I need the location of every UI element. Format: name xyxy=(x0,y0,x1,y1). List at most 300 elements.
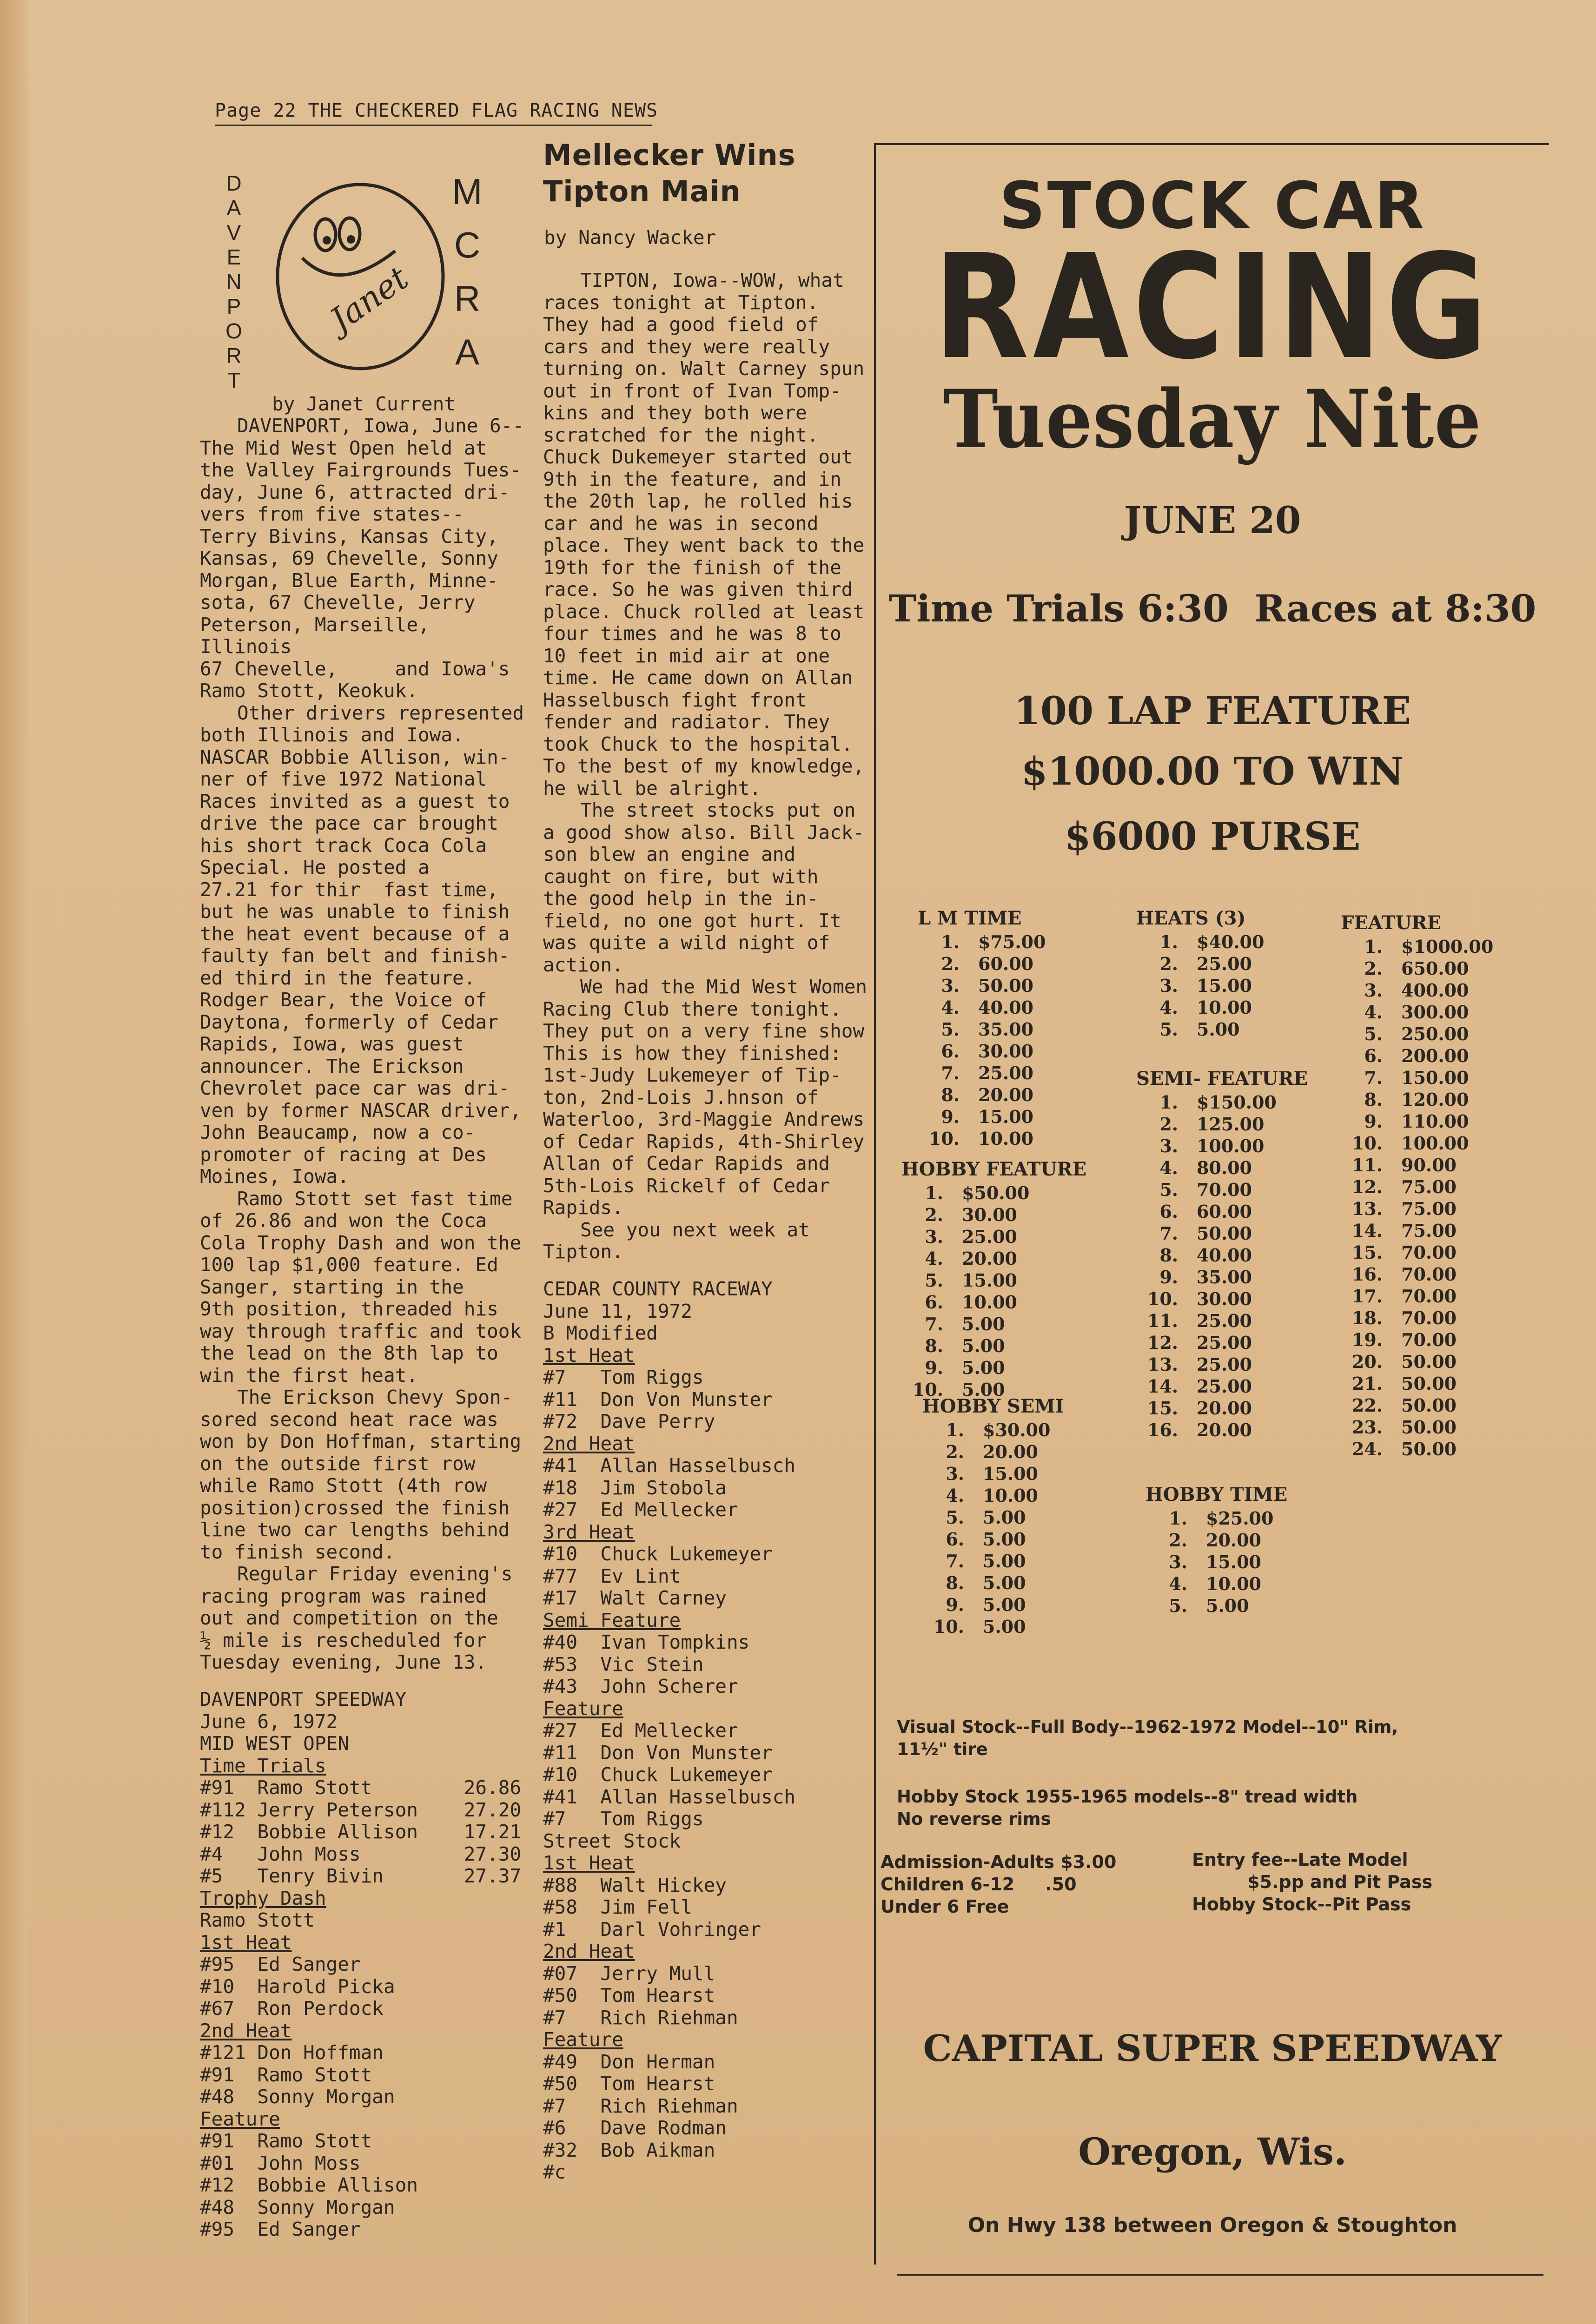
hobby-time-table xyxy=(1146,1484,1299,1617)
payout-place: 3. xyxy=(1364,980,1383,1001)
payout-row xyxy=(922,1419,1076,1441)
payout-amount: 125.00 xyxy=(1197,1114,1265,1135)
payout-amount: 300.00 xyxy=(1401,1002,1469,1023)
davenport-vertical-label xyxy=(222,171,245,393)
payout-row xyxy=(1146,1595,1299,1617)
payout-amount: $50.00 xyxy=(962,1182,1030,1203)
ad-line-racing: RACING xyxy=(933,224,1492,391)
vertical-letter: V xyxy=(226,220,241,244)
results-section-heading: Time Trials xyxy=(200,1754,326,1777)
payout-table-title: HOBBY TIME xyxy=(1146,1484,1288,1505)
payout-place: 14. xyxy=(1351,1220,1383,1241)
payout-table-title: SEMI- FEATURE xyxy=(1136,1068,1308,1089)
payout-amount: 15.00 xyxy=(1206,1552,1261,1572)
results-line: #41 Allan Hasselbusch xyxy=(543,1785,796,1808)
article-paragraph: The Erickson Chevy Spon- sored second heat race was won by Don Hoffman, starting on the outside first row while Ramo Stott (4th row position)crossed the finish line two car lengths behind to finish second. xyxy=(200,1386,522,1563)
payout-amount: 75.00 xyxy=(1401,1176,1457,1197)
payout-row xyxy=(1341,1285,1494,1307)
payout-amount: 10.00 xyxy=(1197,997,1252,1018)
payout-row xyxy=(1341,1154,1494,1176)
payout-place: 5. xyxy=(946,1507,964,1528)
payout-amount: 70.00 xyxy=(1401,1307,1457,1328)
payout-place: 1. xyxy=(925,1182,943,1203)
payout-amount: 5.00 xyxy=(983,1594,1026,1615)
payout-amount: 200.00 xyxy=(1401,1045,1469,1066)
results-section-heading: 3rd Heat xyxy=(543,1520,635,1543)
payout-place: 11. xyxy=(1147,1310,1178,1331)
payout-row xyxy=(1136,1201,1308,1222)
payout-amount: 15.00 xyxy=(983,1463,1038,1484)
payout-amount: 20.00 xyxy=(978,1084,1033,1105)
results-section-heading: Trophy Dash xyxy=(200,1887,326,1909)
results-line: #95 Ed Sanger xyxy=(200,1953,361,1975)
header-rule xyxy=(215,125,652,126)
payout-amount: 5.00 xyxy=(983,1616,1026,1637)
results-section-heading: 1st Heat xyxy=(543,1344,635,1367)
payout-row xyxy=(1341,1416,1494,1438)
payout-row xyxy=(1136,1310,1308,1332)
hobby-semi-table xyxy=(922,1395,1076,1637)
results-line: B Modified xyxy=(543,1322,658,1344)
payout-place: 2. xyxy=(1159,953,1178,974)
payout-place: 23. xyxy=(1351,1417,1383,1438)
results-line: #91 Ramo Stott 26.86 xyxy=(200,1776,522,1799)
payout-row xyxy=(901,1313,1086,1335)
results-line: Ramo Stott xyxy=(200,1909,315,1931)
payout-place: 2. xyxy=(1159,1114,1178,1135)
payout-table-title: FEATURE xyxy=(1341,912,1442,934)
payout-row xyxy=(1136,975,1290,997)
results-line: #1 Darl Vohringer xyxy=(543,1918,761,1941)
payout-place: 15. xyxy=(1351,1242,1383,1263)
results-line: June 11, 1972 xyxy=(543,1300,692,1322)
payout-row xyxy=(1136,1157,1308,1179)
payout-amount: 30.00 xyxy=(978,1041,1033,1062)
payout-place: 3. xyxy=(941,975,960,996)
payout-row xyxy=(922,1572,1076,1594)
payout-place: 8. xyxy=(925,1335,943,1356)
payout-place: 9. xyxy=(941,1106,960,1127)
payout-row xyxy=(1341,1045,1494,1067)
results-line: #53 Vic Stein xyxy=(543,1653,704,1676)
payout-place: 12. xyxy=(1147,1332,1178,1353)
heats-table xyxy=(1136,907,1290,1040)
payout-amount: 10.00 xyxy=(983,1485,1038,1506)
results-line: #49 Don Herman xyxy=(543,2050,715,2073)
payout-place: 4. xyxy=(941,997,960,1018)
payout-row xyxy=(1136,1397,1308,1419)
payout-place: 18. xyxy=(1351,1307,1383,1328)
payout-amount: 25.00 xyxy=(978,1063,1033,1083)
payout-amount: 60.00 xyxy=(978,953,1033,974)
vertical-letter: M xyxy=(452,171,483,212)
payout-row xyxy=(1341,957,1494,979)
results-line: #11 Don Von Munster xyxy=(543,1741,773,1764)
payout-amount: 40.00 xyxy=(978,997,1033,1018)
payout-row xyxy=(1341,1241,1494,1263)
payout-row xyxy=(901,1204,1086,1226)
results-line: #72 Dave Perry xyxy=(543,1410,715,1433)
payout-row xyxy=(1341,1329,1494,1351)
payout-amount: 5.00 xyxy=(962,1357,1005,1378)
payout-place: 1. xyxy=(1159,1092,1178,1113)
payout-place: 8. xyxy=(1364,1089,1383,1110)
payout-row xyxy=(901,1248,1086,1269)
results-section-heading: 1st Heat xyxy=(543,1852,635,1874)
payout-place: 10. xyxy=(933,1616,964,1637)
tipton-headline: Mellecker Wins Tipton Main xyxy=(543,138,796,208)
payout-place: 7. xyxy=(1364,1067,1383,1088)
results-line: #67 Ron Perdock xyxy=(200,1997,384,2020)
payout-amount: 50.00 xyxy=(1401,1439,1457,1459)
results-line: #41 Allan Hasselbusch xyxy=(543,1454,796,1477)
payout-amount: 50.00 xyxy=(1401,1417,1457,1438)
payout-row xyxy=(1136,1288,1308,1310)
results-line: #10 Chuck Lukemeyer xyxy=(543,1763,773,1786)
payout-row xyxy=(918,1040,1071,1062)
payout-row xyxy=(1146,1529,1299,1551)
payout-place: 3. xyxy=(1159,975,1178,996)
ad-feature-purse: $6000 PURSE xyxy=(1064,814,1361,859)
payout-amount: 30.00 xyxy=(1197,1288,1252,1309)
payout-row xyxy=(922,1616,1076,1637)
payout-place: 14. xyxy=(1147,1376,1178,1397)
lm-time-table xyxy=(918,907,1071,1149)
results-section-heading: 1st Heat xyxy=(200,1931,292,1954)
payout-amount: 15.00 xyxy=(962,1270,1017,1291)
payout-place: 10. xyxy=(912,1379,943,1400)
article-paragraph: Other drivers represented both Illinois and Iowa. NASCAR Bobbie Allison, win- ner of five 1972 National Races invited as a guest to drive the pace car brought his short track Coca Cola Special. He posted a 27.21 for thir fast time, but he was unable to finish the heat event because of a faulty fan belt and finish- ed third in the feature. Rodger Bear, the Voice of Daytona, formerly of Cedar Rapids, Iowa, was guest announcer. The Erickson Chevrolet pace car was dri- ven by former NASCAR driver, John Beaucamp, now a co- promoter of racing at Des Moines, Iowa. xyxy=(200,701,524,1188)
payout-amount: 5.00 xyxy=(962,1379,1005,1400)
results-line: #58 Jim Fell xyxy=(543,1896,692,1918)
payout-row xyxy=(1136,1018,1290,1040)
payout-amount: 75.00 xyxy=(1401,1220,1457,1241)
payout-amount: 70.00 xyxy=(1401,1242,1457,1263)
payout-row xyxy=(1341,1110,1494,1132)
payout-place: 7. xyxy=(941,1063,960,1083)
payout-place: 9. xyxy=(1159,1267,1178,1287)
results-line: Street Stock xyxy=(543,1829,681,1852)
payout-place: 2. xyxy=(941,953,960,974)
payout-row xyxy=(1341,1023,1494,1045)
payout-amount: 15.00 xyxy=(1197,975,1252,996)
payout-row xyxy=(1341,1220,1494,1241)
results-section-heading: Feature xyxy=(200,2107,280,2130)
results-line: #91 Ramo Stott xyxy=(200,2063,372,2086)
results-line: #01 John Moss xyxy=(200,2152,361,2174)
payout-place: 4. xyxy=(1364,1002,1383,1023)
payout-place: 1. xyxy=(941,931,960,952)
payout-place: 11. xyxy=(1351,1155,1383,1175)
payout-amount: $30.00 xyxy=(983,1419,1051,1440)
payout-row xyxy=(1136,1375,1308,1397)
payout-amount: 20.00 xyxy=(1197,1398,1252,1419)
payout-place: 6. xyxy=(1159,1201,1178,1222)
payout-row xyxy=(1341,1089,1494,1110)
payout-place: 1. xyxy=(1364,936,1383,957)
results-line: CEDAR COUNTY RACEWAY xyxy=(543,1278,773,1300)
results-line: #27 Ed Mellecker xyxy=(543,1719,738,1742)
ad-admission: Admission-Adults $3.00 Children 6-12 .50 Under 6 Free xyxy=(881,1852,1117,1917)
results-line: #48 Sonny Morgan xyxy=(200,2086,395,2108)
results-line: #10 Harold Picka xyxy=(200,1975,395,1998)
payout-place: 12. xyxy=(1351,1176,1383,1197)
payout-amount: 35.00 xyxy=(1197,1267,1252,1287)
ad-bottom-rule xyxy=(897,2274,1543,2276)
payout-row xyxy=(1341,1067,1494,1089)
payout-place: 10. xyxy=(1351,1133,1383,1154)
payout-row xyxy=(918,953,1071,975)
payout-amount: 20.00 xyxy=(1206,1530,1261,1551)
payout-row xyxy=(1341,1176,1494,1198)
page-header: Page 22 THE CHECKERED FLAG RACING NEWS xyxy=(215,100,658,121)
payout-amount: 50.00 xyxy=(1401,1395,1457,1416)
ad-date: JUNE 20 xyxy=(1124,498,1301,542)
payout-amount: 5.00 xyxy=(983,1572,1026,1593)
payout-amount: 25.00 xyxy=(1197,1332,1252,1353)
results-section-heading: Feature xyxy=(543,2028,623,2051)
payout-place: 9. xyxy=(925,1357,943,1378)
payout-amount: 20.00 xyxy=(983,1441,1038,1462)
payout-place: 5. xyxy=(1364,1023,1383,1044)
payout-row xyxy=(922,1528,1076,1550)
payout-row xyxy=(901,1335,1086,1357)
vertical-letter: P xyxy=(226,294,241,318)
payout-row xyxy=(922,1506,1076,1528)
results-section-heading: 2nd Heat xyxy=(200,2019,292,2042)
payout-amount: 650.00 xyxy=(1401,958,1469,979)
results-line: #12 Bobbie Allison xyxy=(200,2174,418,2196)
payout-amount: 20.00 xyxy=(1197,1419,1252,1440)
page-fold-shadow xyxy=(0,0,28,2324)
logo-signature: Janet xyxy=(323,258,416,339)
ad-directions: On Hwy 138 between Oregon & Stoughton xyxy=(967,2213,1457,2237)
results-section-heading: 2nd Heat xyxy=(543,1940,635,1962)
vertical-letter: A xyxy=(226,196,241,220)
payout-place: 4. xyxy=(1159,997,1178,1018)
results-line: #32 Bob Aikman xyxy=(543,2139,715,2161)
payout-place: 5. xyxy=(1169,1595,1187,1616)
payout-amount: 10.00 xyxy=(1206,1573,1261,1594)
results-line: #43 John Scherer xyxy=(543,1675,738,1697)
payout-place: 4. xyxy=(946,1485,964,1506)
results-line: #5 Tenry Bivin 27.37 xyxy=(200,1865,522,1887)
payout-amount: 25.00 xyxy=(1197,1376,1252,1397)
payout-row xyxy=(918,1106,1071,1128)
results-line: MID WEST OPEN xyxy=(200,1732,349,1755)
ad-feature-win: $1000.00 TO WIN xyxy=(1021,749,1404,794)
payout-table-title: HEATS (3) xyxy=(1136,907,1246,929)
vertical-letter: T xyxy=(227,368,241,392)
payout-row xyxy=(1136,1244,1308,1266)
payout-row xyxy=(1136,1135,1308,1157)
payout-row xyxy=(901,1226,1086,1248)
results-line: #c xyxy=(543,2161,566,2183)
davenport-byline: by Janet Current xyxy=(272,393,456,415)
payout-place: 2. xyxy=(1169,1530,1187,1551)
payout-place: 8. xyxy=(1159,1245,1178,1266)
results-line: #95 Ed Sanger xyxy=(200,2218,361,2240)
feature-table xyxy=(1341,912,1494,1460)
payout-place: 7. xyxy=(1159,1223,1178,1244)
results-line: #07 Jerry Mull xyxy=(543,1962,715,1985)
payout-row xyxy=(1341,1351,1494,1373)
payout-amount: 90.00 xyxy=(1401,1155,1457,1175)
results-line: #48 Sonny Morgan xyxy=(200,2196,395,2218)
payout-amount: 15.00 xyxy=(978,1106,1033,1127)
results-line: #27 Ed Mellecker xyxy=(543,1499,738,1521)
payout-amount: 80.00 xyxy=(1197,1157,1252,1178)
payout-place: 7. xyxy=(946,1551,964,1571)
payout-place: 6. xyxy=(946,1529,964,1550)
payout-amount: $1000.00 xyxy=(1401,936,1494,957)
payout-row xyxy=(1136,1353,1308,1375)
payout-row xyxy=(1341,1307,1494,1329)
payout-row xyxy=(922,1441,1076,1463)
results-line: #10 Chuck Lukemeyer xyxy=(543,1543,773,1565)
results-line: #77 Ev Lint xyxy=(543,1565,681,1587)
payout-amount: 5.00 xyxy=(983,1529,1026,1550)
results-line: #112 Jerry Peterson 27.20 xyxy=(200,1798,522,1821)
results-section-heading: Feature xyxy=(543,1697,623,1720)
payout-place: 10. xyxy=(928,1128,960,1149)
payout-row xyxy=(1341,1394,1494,1416)
vertical-letter: N xyxy=(226,270,242,294)
payout-row xyxy=(1341,1373,1494,1394)
ad-times: Time Trials 6:30 Races at 8:30 xyxy=(888,587,1536,630)
stock-car-ad xyxy=(874,143,1549,2265)
vertical-letter: E xyxy=(226,245,241,269)
payout-row xyxy=(1136,1332,1308,1353)
payout-row xyxy=(922,1463,1076,1485)
article-paragraph: DAVENPORT, Iowa, June 6-- The Mid West Open held at the Valley Fairgrounds Tues- day, June 6, attracted dri- vers from five states-- Terry Bivins, Kansas City, Kansas, 69 Chevelle, Sonny Morgan, Blue Earth, Minne- sota, 67 Chevelle, Jerry Peterson, Marseille, Illinois 67 Chevelle, and Iowa's Ramo Stott, Keokuk. xyxy=(200,415,524,702)
results-line: #18 Jim Stobola xyxy=(543,1476,727,1499)
davenport-results xyxy=(200,1689,530,2241)
payout-row xyxy=(901,1182,1086,1204)
cedar-results xyxy=(543,1278,868,2184)
payout-row xyxy=(1136,1113,1308,1135)
payout-place: 6. xyxy=(941,1041,960,1062)
payout-place: 17. xyxy=(1351,1286,1383,1307)
payout-place: 16. xyxy=(1147,1419,1178,1440)
payout-amount: 75.00 xyxy=(1401,1198,1457,1219)
results-line: #50 Tom Hearst xyxy=(543,2073,715,2095)
payout-place: 1. xyxy=(946,1419,964,1440)
payout-row xyxy=(918,1084,1071,1106)
payout-row xyxy=(918,1128,1071,1149)
payout-row xyxy=(901,1291,1086,1313)
payout-amount: 25.00 xyxy=(1197,1354,1252,1375)
payout-place: 5. xyxy=(925,1270,943,1291)
payout-amount: 5.00 xyxy=(983,1551,1026,1571)
payout-row xyxy=(918,1062,1071,1084)
payout-place: 20. xyxy=(1351,1351,1383,1372)
davenport-article xyxy=(200,415,530,1674)
vertical-letter: R xyxy=(226,343,242,368)
payout-amount: 50.00 xyxy=(978,975,1033,996)
ad-feature-laps: 100 LAP FEATURE xyxy=(1013,689,1411,733)
vertical-letter: R xyxy=(454,278,481,319)
results-section-heading: 2nd Heat xyxy=(543,1432,635,1455)
payout-row xyxy=(918,997,1071,1018)
results-line: #7 Tom Riggs xyxy=(543,1808,704,1830)
ad-line-tuesday-nite: Tuesday Nite xyxy=(943,372,1482,466)
payout-amount: 20.00 xyxy=(962,1248,1017,1269)
payout-amount: 100.00 xyxy=(1197,1136,1265,1156)
article-paragraph: See you next week at Tipton. xyxy=(543,1218,810,1263)
payout-table-title: L M TIME xyxy=(918,907,1022,929)
payout-amount: 70.00 xyxy=(1401,1264,1457,1285)
payout-amount: 120.00 xyxy=(1401,1089,1469,1110)
results-line: June 6, 1972 xyxy=(200,1710,338,1733)
payout-place: 1. xyxy=(1159,931,1178,952)
payout-row xyxy=(922,1550,1076,1572)
article-paragraph: TIPTON, Iowa--WOW, what races tonight at Tipton. They had a good field of cars and they were really turning on. Walt Carney spun out in front of Ivan Tomp- kins and they both were scratched for the night. Chuck Dukemeyer started out 9th in the feature, and in the 20th lap, he rolled his car and he was in second place. They went back to the 19th for the finish of the race. So he was given third place. Chuck rolled at least four times and he was 8 to 10 feet in mid air at one time. He came down on Allan Hasselbusch fight front fender and radiator. They took Chuck to the hospital. To the best of my knowledge, he will be alright. xyxy=(543,269,865,799)
payout-amount: 100.00 xyxy=(1401,1133,1469,1154)
payout-amount: 250.00 xyxy=(1401,1023,1469,1044)
payout-row xyxy=(901,1269,1086,1291)
tipton-article xyxy=(543,270,868,1263)
payout-amount: 70.00 xyxy=(1401,1286,1457,1307)
vertical-letter: D xyxy=(226,171,242,195)
ad-visual-stock: Visual Stock--Full Body--1962-1972 Model--10" Rim, 11½" tire xyxy=(897,1717,1398,1759)
results-line: #50 Tom Hearst xyxy=(543,1984,715,2007)
payout-amount: 50.00 xyxy=(1401,1351,1457,1372)
payout-amount: 50.00 xyxy=(1197,1223,1252,1244)
payout-place: 22. xyxy=(1351,1395,1383,1416)
payout-place: 8. xyxy=(941,1084,960,1105)
payout-place: 3. xyxy=(1169,1552,1187,1572)
tipton-byline: by Nancy Wacker xyxy=(544,226,716,249)
payout-place: 2. xyxy=(946,1441,964,1462)
payout-row xyxy=(1341,1001,1494,1023)
payout-place: 6. xyxy=(1364,1045,1383,1066)
payout-place: 3. xyxy=(925,1226,943,1247)
payout-row xyxy=(1136,997,1290,1018)
ad-city: Oregon, Wis. xyxy=(1078,2130,1347,2173)
results-line: DAVENPORT SPEEDWAY xyxy=(200,1688,407,1710)
payout-amount: $150.00 xyxy=(1197,1092,1277,1113)
payout-place: 4. xyxy=(1169,1573,1187,1594)
payout-place: 13. xyxy=(1147,1354,1178,1375)
results-line: #6 Dave Rodman xyxy=(543,2117,727,2139)
payout-row xyxy=(1136,931,1290,953)
results-line: #40 Ivan Tompkins xyxy=(543,1631,750,1653)
payout-amount: 50.00 xyxy=(1401,1373,1457,1394)
hobby-feature-table xyxy=(901,1158,1086,1400)
payout-place: 13. xyxy=(1351,1198,1383,1219)
payout-row xyxy=(1341,1263,1494,1285)
payout-row xyxy=(1341,979,1494,1001)
results-line: #17 Walt Carney xyxy=(543,1587,727,1609)
payout-row xyxy=(922,1485,1076,1506)
ad-line-stock-car: STOCK CAR xyxy=(999,168,1426,243)
article-paragraph: Ramo Stott set fast time of 26.86 and won the Coca Cola Trophy Dash and won the 100 lap $1,000 feature. Ed Sanger, starting in the 9th position, threaded his way through traffic and took the lead on the 8th lap to win the first heat. xyxy=(200,1187,522,1386)
article-paragraph: We had the Mid West Women Racing Club there tonight. They put on a very fine show This is how they finished: 1st-Judy Lukemeyer of Tip- ton, 2nd-Lois J.hnson of Waterloo, 3rd-Maggie Andrews of Cedar Rapids, 4th-Shirley Allan of Cedar Rapids and 5th-Lois Rickelf of Cedar Rapids. xyxy=(543,976,868,1219)
payout-amount: $75.00 xyxy=(978,931,1046,952)
payout-row xyxy=(918,931,1071,953)
payout-amount: 5.00 xyxy=(983,1507,1026,1528)
payout-row xyxy=(901,1357,1086,1379)
payout-row xyxy=(1136,953,1290,975)
semi-feature-table xyxy=(1136,1068,1308,1441)
payout-place: 9. xyxy=(1364,1111,1383,1132)
payout-place: 8. xyxy=(946,1572,964,1593)
ad-entry-fee: Entry fee--Late Model $5.pp and Pit Pass Hobby Stock--Pit Pass xyxy=(1192,1849,1433,1915)
payout-amount: $40.00 xyxy=(1197,931,1265,952)
payout-amount: 5.00 xyxy=(1197,1019,1240,1040)
payout-place: 2. xyxy=(1364,958,1383,979)
